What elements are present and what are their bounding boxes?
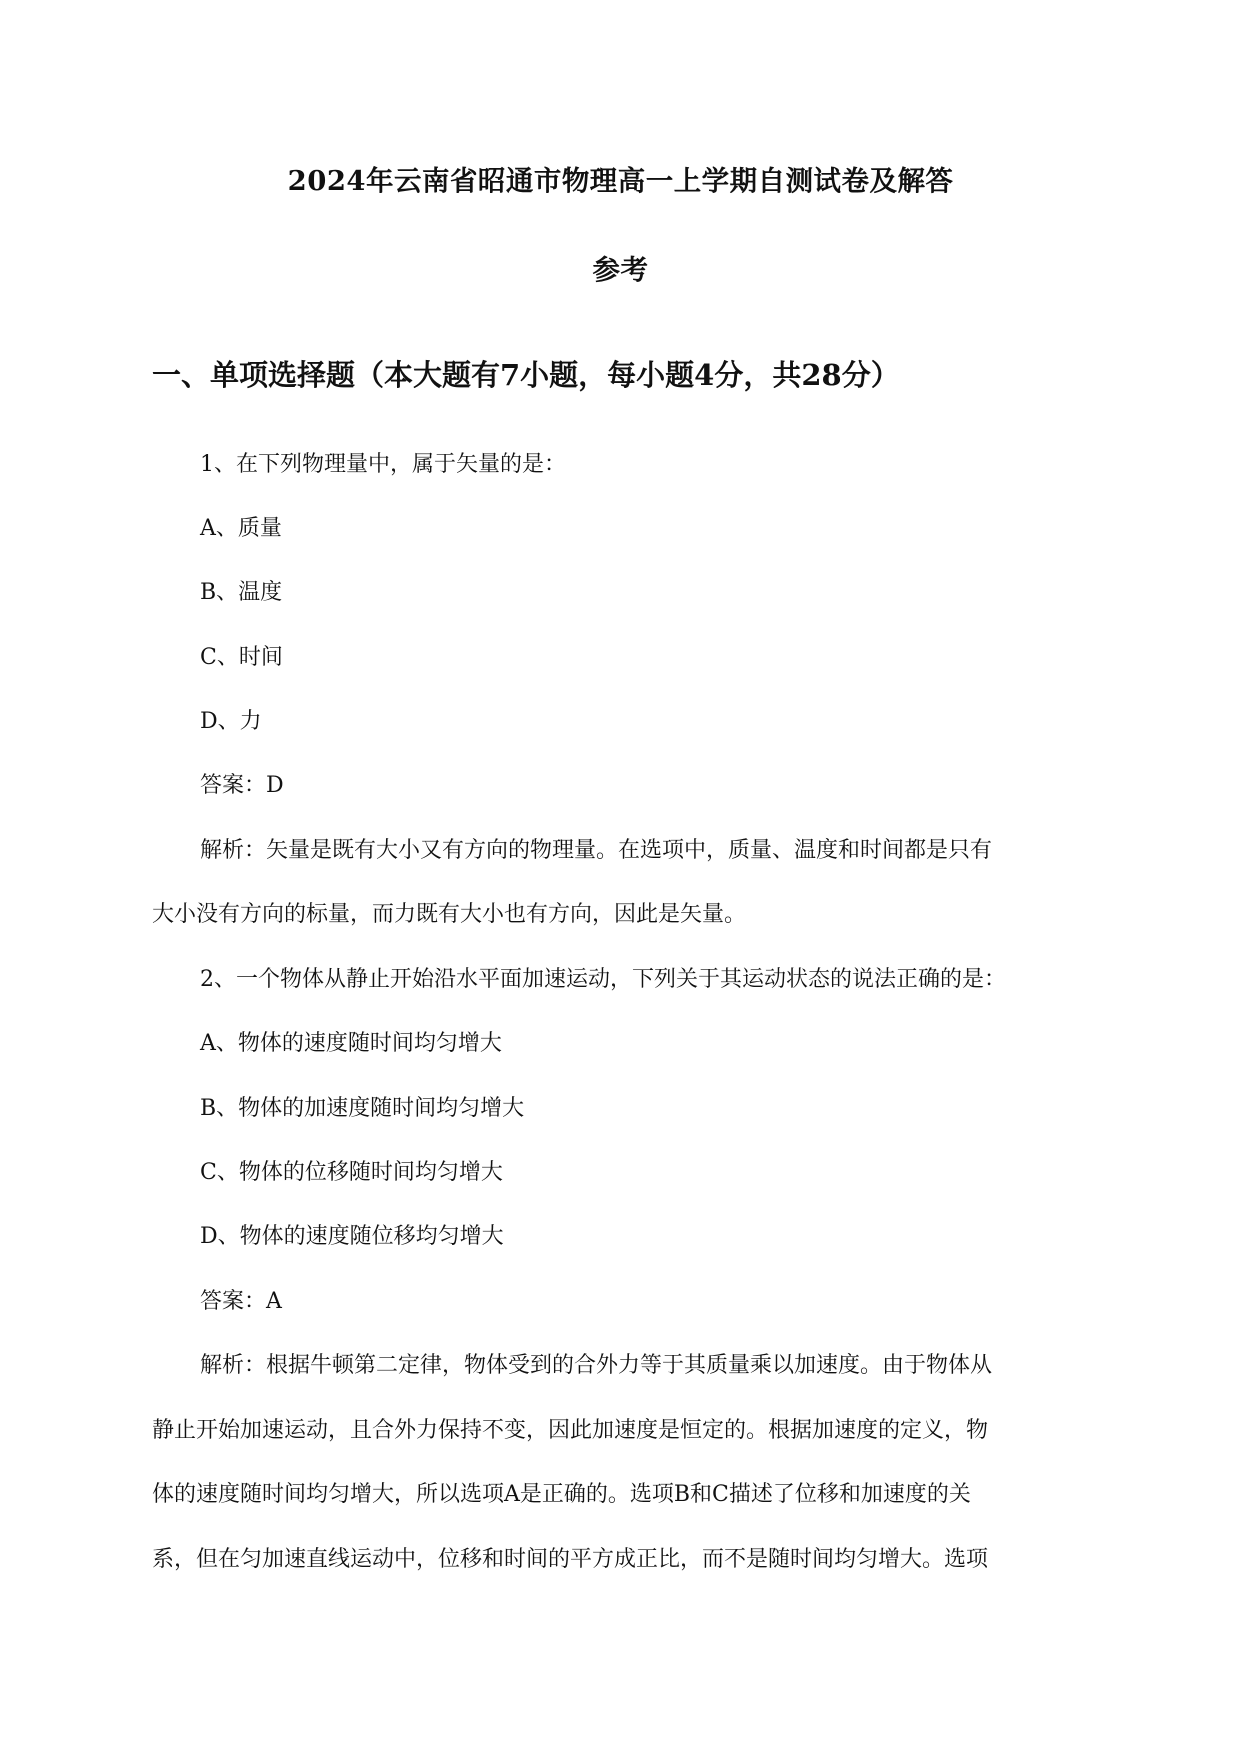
question-2-analysis-continued-3: 系，但在匀加速直线运动中，位移和时间的平方成正比，而不是随时间均匀增大。选项 <box>152 1547 989 1572</box>
document-title: 2024年云南省昭通市物理高一上学期自测试卷及解答 <box>287 165 954 197</box>
question-1-analysis: 解析：矢量是既有大小又有方向的物理量。在选项中，质量、温度和时间都是只有 <box>200 838 993 863</box>
question-1-analysis-continued: 大小没有方向的标量，而力既有大小也有方向，因此是矢量。 <box>152 902 747 927</box>
question-1-stem: 1、在下列物理量中，属于矢量的是： <box>200 452 566 477</box>
document-title-continued: 参考 <box>592 254 649 286</box>
question-1-option-a: A、质量 <box>200 516 282 541</box>
question-2-answer: 答案：A <box>200 1289 282 1314</box>
question-1-option-b: B、温度 <box>200 580 283 605</box>
question-1-option-d: D、力 <box>200 709 262 734</box>
section-heading: 一、单项选择题（本大题有7小题，每小题4分，共28分） <box>152 358 900 392</box>
question-1-option-c: C、时间 <box>200 645 283 670</box>
question-2-analysis-continued-1: 静止开始加速运动，且合外力保持不变，因此加速度是恒定的。根据加速度的定义，物 <box>152 1418 989 1443</box>
question-2-analysis-continued-2: 体的速度随时间均匀增大，所以选项A是正确的。选项B和C描述了位移和加速度的关 <box>152 1482 971 1507</box>
question-2-option-b: B、物体的加速度随时间均匀增大 <box>200 1096 525 1121</box>
question-2-option-c: C、物体的位移随时间均匀增大 <box>200 1160 503 1185</box>
question-2-option-d: D、物体的速度随位移均匀增大 <box>200 1224 504 1249</box>
question-2-analysis: 解析：根据牛顿第二定律，物体受到的合外力等于其质量乘以加速度。由于物体从 <box>200 1353 993 1378</box>
question-2-stem: 2、一个物体从静止开始沿水平面加速运动，下列关于其运动状态的说法正确的是： <box>200 967 1006 992</box>
question-1-answer: 答案：D <box>200 773 284 798</box>
question-2-option-a: A、物体的速度随时间均匀增大 <box>200 1031 502 1056</box>
